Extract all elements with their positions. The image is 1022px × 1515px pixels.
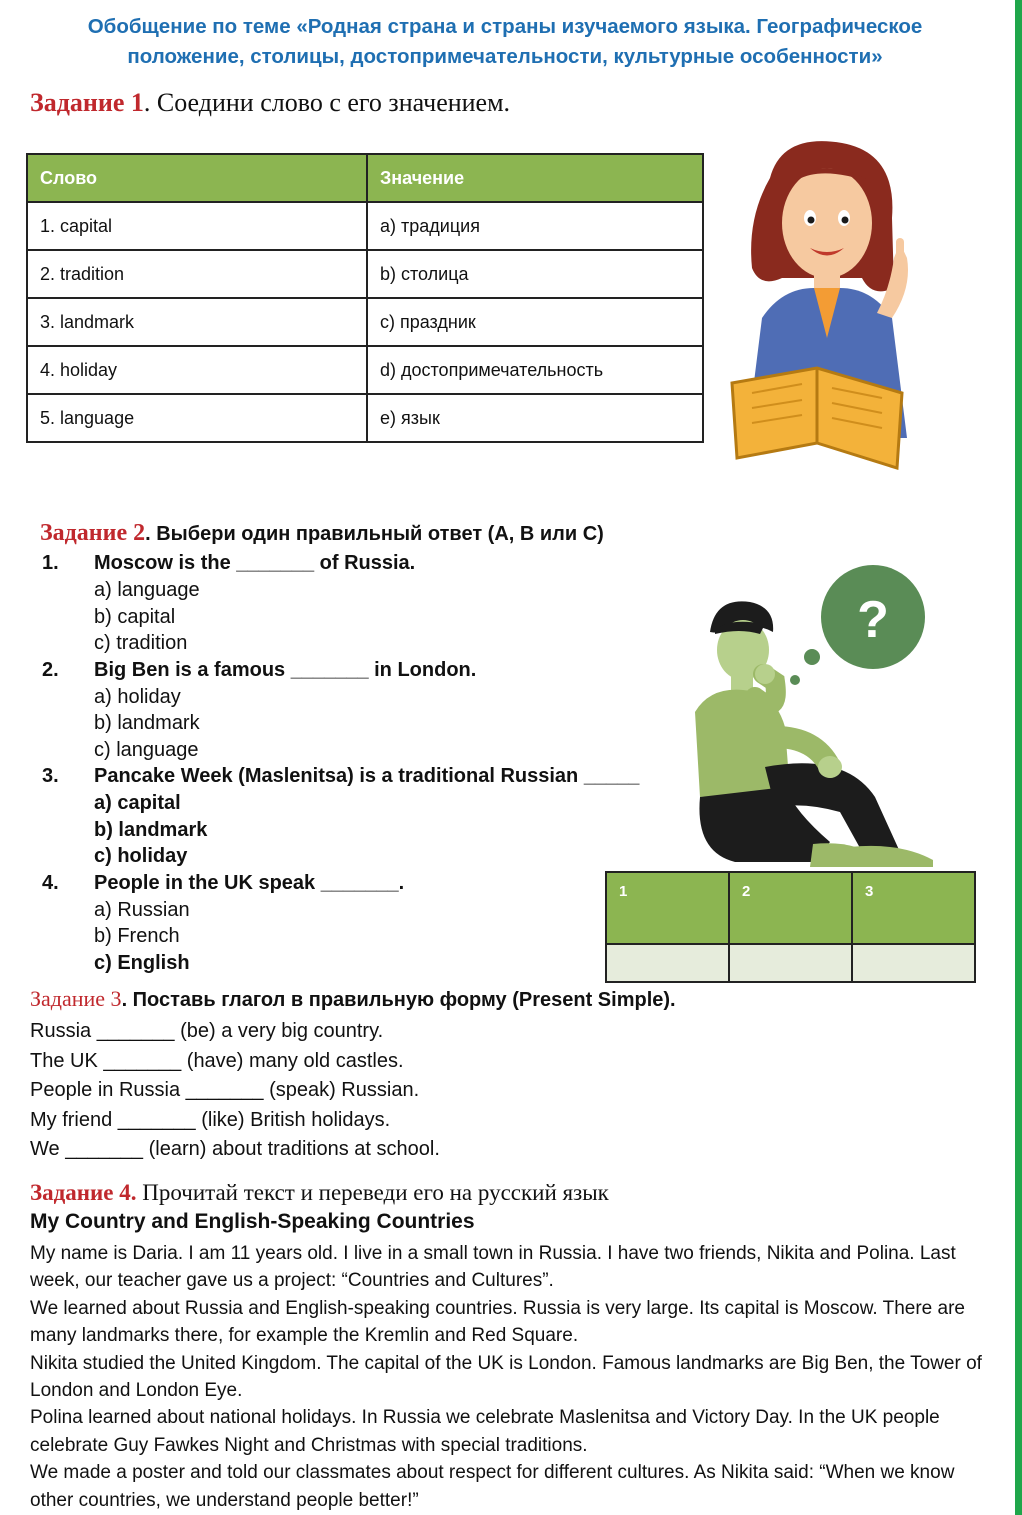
answer-grid-label: 2 [729,872,852,944]
question-number: 1. [42,552,59,574]
table-row [27,394,703,442]
exercise-line: We _______ (learn) about traditions at school. [30,1138,440,1160]
question-mark-bubble: ? [857,591,889,649]
task2-heading [40,520,604,547]
task1-heading [30,88,510,118]
paragraph: My name is Daria. I am 11 years old. I live in a small town in Russia. I have two friends, Nikita and Polina. Last week, our teacher gave us a project: “Countries and Cultures”. [30,1243,956,1292]
task2-number: Задание 2 [40,520,146,546]
word-cell: 5. language [27,394,367,442]
answer-option: a) holiday [94,685,181,708]
page-edge-stripe [1015,0,1022,1515]
answer-cell[interactable] [729,944,852,982]
task3-instruction: . Поставь глагол в правильную форму (Present Simple). [121,989,676,1011]
answer-grid-header [606,872,975,944]
thinking-boy-illustration [615,562,975,882]
task2-instruction: . Выбери один правильный ответ (A, B или C) [145,523,604,545]
paragraph: Polina learned about national holidays. In Russia we celebrate Maslenitsa and Victory Day. In the UK people celebrate Guy Fawkes Night and Christmas with special traditions. [30,1407,940,1456]
meaning-cell: b) столица [367,250,703,298]
meaning-cell: e) язык [367,394,703,442]
exercise-line: People in Russia _______ (speak) Russian. [30,1079,420,1101]
word-cell: 3. landmark [27,298,367,346]
task1-instruction: . Соедини слово с его значением. [143,88,511,117]
exercise-line: Russia _______ (be) a very big country. [30,1020,384,1042]
col-meaning-header: Значение [367,154,703,202]
exercise-line: My friend _______ (like) British holidays. [30,1108,391,1131]
table-row [27,250,703,298]
table-row [27,202,703,250]
question-text: Pancake Week (Maslenitsa) is a traditional Russian _____ [94,765,640,787]
answer-option: b) French [94,925,180,947]
question-2 [42,657,639,764]
answer-cell[interactable] [606,944,729,982]
answer-option: c) holiday [94,845,188,867]
table-row [27,298,703,346]
meaning-cell: d) достопримечательность [367,346,703,394]
question-text: Moscow is the _______ of Russia. [94,552,416,574]
answer-option: b) landmark [94,818,208,841]
answer-option: b) capital [94,605,176,628]
answer-grid-label: 3 [852,872,975,944]
answer-option: a) language [94,579,200,601]
task4-number: Задание 4. [30,1180,137,1205]
answer-option: a) Russian [94,898,190,921]
col-word-header: Слово [27,154,367,202]
answer-option: a) capital [94,792,181,814]
document-title [20,12,990,72]
word-cell: 2. tradition [27,250,367,298]
question-1 [42,550,639,657]
task3-heading [30,986,676,1012]
answer-option: c) English [94,951,190,974]
question-number: 4. [42,871,59,894]
title-line-2: положение, столицы, достопримечательности, культурные особенности» [127,45,883,68]
meaning-cell: c) праздник [367,298,703,346]
meaning-cell: a) традиция [367,202,703,250]
teacher-with-book-illustration [722,138,932,488]
question-3 [42,763,639,870]
title-line-1: Обобщение по теме «Родная страна и страны изучаемого языка. Географическое [87,15,923,38]
verb-exercise [30,1017,440,1165]
question-text: People in the UK speak _______. [94,871,405,894]
multiple-choice-list [42,550,639,976]
paragraph: Nikita studied the United Kingdom. The capital of the UK is London. Famous landmarks are Big Ben, the Tower of London and London Eye. [30,1352,982,1402]
paragraph: We learned about Russia and English-speaking countries. Russia is very large. Its capital is Moscow. There are many landmarks there, for example the Kremlin and Red Square. [30,1297,965,1347]
task4-heading [30,1180,609,1206]
matching-table [26,153,704,443]
paragraph: We made a poster and told our classmates about respect for different cultures. As Nikita said: “When we know other countries, we understand people better!” [30,1462,955,1511]
task3-number: Задание 3 [30,986,122,1011]
word-cell: 1. capital [27,202,367,250]
question-4 [42,870,639,977]
question-text: Big Ben is a famous _______ in London. [94,658,477,681]
answer-option: c) language [94,738,199,761]
task4-instruction: Прочитай текст и переведи его на русский язык [136,1180,609,1205]
reading-text [30,1240,1002,1514]
question-number: 3. [42,765,59,787]
table-row [27,346,703,394]
answer-grid [605,871,976,983]
reading-title: My Country and English-Speaking Countries [30,1210,475,1233]
answer-option: c) tradition [94,632,188,654]
answer-cell[interactable] [852,944,975,982]
word-cell: 4. holiday [27,346,367,394]
question-number: 2. [42,658,59,681]
task1-number: Задание 1 [30,88,144,117]
matching-table-header [27,154,703,202]
answer-grid-label: 1 [606,872,729,944]
exercise-line: The UK _______ (have) many old castles. [30,1049,404,1072]
answer-grid-blank-row [606,944,975,982]
answer-option: b) landmark [94,712,200,734]
